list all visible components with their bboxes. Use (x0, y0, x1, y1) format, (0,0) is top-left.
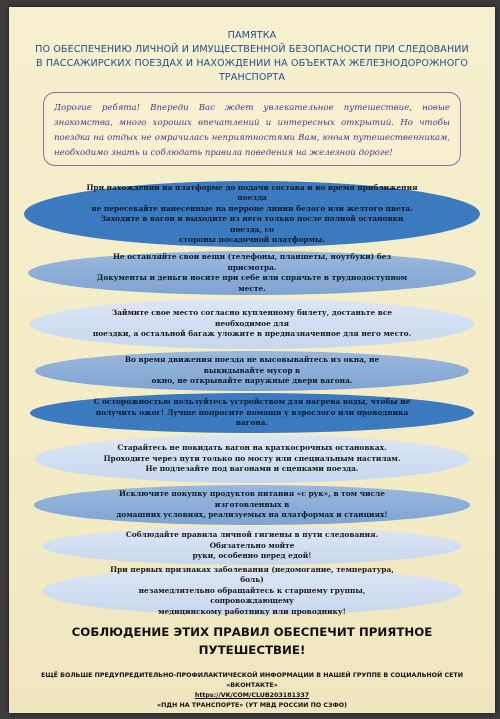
group-name: «ПДН НА ТРАНСПОРТЕ» (УТ МВД РОССИИ ПО СЗФО) (157, 702, 347, 709)
title-line: ПО ОБЕСПЕЧЕНИЮ ЛИЧНОЙ И ИМУЩЕСТВЕННОЙ БЕЗОПАСНОСТИ ПРИ СЛЕДОВАНИИ (35, 44, 469, 55)
vk-group-link[interactable]: https://VK/COM/CLUB203181337 (194, 692, 310, 699)
rule-line: получить ожог! Лучше попросите помощи у взрослого или проводника вагона. (95, 407, 409, 428)
rule-line: Документы и деньги носите при себе или спрячьте в труднодоступном месте. (96, 273, 408, 293)
rule-line: домашних условиях, реализуемых на платформах и станциях! (116, 510, 388, 520)
rule-ellipse (28, 251, 476, 295)
rule-line: Старайтесь не покидать вагон на краткосрочных остановках. (117, 443, 387, 453)
rule-ellipse (30, 299, 474, 349)
rule-line: Во время движения поезда не высовывайтесь из окна, не выкидывайте мусор в (124, 355, 380, 375)
greeting-box: Дорогие ребята! Впереди Вас ждет увлекательное путешествие, новые знакомства, много хороших впечатлений и интересных открытий. Но чтобы поездка на отдых не омрачилась неприятностями Вам, юным путешественникам, необходимо знать и соблюдать правила поведения на железной дороге! (43, 92, 461, 166)
title-line: ТРАНСПОРТА (218, 72, 286, 83)
social-network-name: «ВКОНТАКТЕ» (226, 682, 278, 689)
rule-line: Заходите в вагон и выходите из него только после полной остановки поезда, со (100, 214, 404, 234)
rule-line: С осторожностью пользуйтесь устройством для нагрева воды, чтобы не (93, 397, 411, 407)
rule-line: Проходите через пути только по мосту или специальным настилам. (103, 453, 401, 463)
rule-line: стороны посадочной платформы. (179, 235, 325, 244)
rule-line: Не оставляйте свои вещи (телефоны, планшеты, ноутбуки) без присмотра. (112, 252, 392, 272)
memo-sheet (9, 7, 495, 713)
rule-ellipse (35, 435, 469, 483)
rule-ellipse (34, 485, 470, 525)
rule-ellipse (35, 351, 469, 391)
rule-ellipse (24, 181, 480, 247)
social-note-line: ЕЩЁ БОЛЬШЕ ПРЕДУПРЕДИТЕЛЬНО-ПРОФИЛАКТИЧЕСКОЙ ИНФОРМАЦИИ В НАШЕЙ ГРУППЕ В СОЦИАЛЬНОЙ СЕТИ (41, 672, 463, 679)
rule-line: Исключите покупку продуктов питания «с рук», в том числе изготовленных в (119, 489, 385, 509)
closing-line: СОБЛЮДЕНИЕ ЭТИХ ПРАВИЛ ОБЕСПЕЧИТ ПРИЯТНОЕ (71, 625, 433, 639)
rule-line: медицинскому работнику или проводнику! (158, 606, 346, 616)
rule-ellipse (42, 527, 462, 565)
rule-line: окно, не открывайте наружные двери вагона. (151, 376, 353, 386)
rule-line: Займите свое место согласно купленному билету, достаньте все необходимое для (111, 308, 393, 328)
rule-line: поездки, а остальной багаж уложите в предназначенное для него место. (92, 329, 412, 339)
social-note-line (25, 681, 479, 711)
rule-line: При первых признаках заболевания (недомогание, температура, боль) (110, 564, 394, 585)
rule-ellipse (30, 393, 474, 433)
social-note (25, 671, 479, 711)
rule-line: При нахождении на платформе до подачи состава и во время приближения поезда (86, 182, 418, 202)
rule-ellipse (42, 564, 462, 616)
title-line: В ПАССАЖИРСКИХ ПОЕЗДАХ И НАХОЖДЕНИИ НА ОБЪЕКТАХ ЖЕЛЕЗНОДОРОЖНОГО (35, 58, 468, 69)
rule-line: руки, особенно перед едой! (192, 551, 312, 561)
rule-line: Не подлезайте под вагонами и сцепками поезда. (145, 464, 359, 474)
closing-line: ПУТЕШЕСТВИЕ! (198, 643, 306, 657)
title-line: ПАМЯТКА (227, 30, 277, 41)
rule-line: незамедлительно обращайтесь к старшему группы, сопровождающему (138, 585, 366, 606)
rule-line: не пересекайте нанесенные на перроне линии белого или желтого цвета. (91, 203, 413, 213)
memo-title (23, 29, 481, 85)
closing-statement (29, 623, 475, 659)
rule-line: Соблюдайте правила личной гигиены в пути следования. Обязательно мойте (125, 530, 379, 550)
